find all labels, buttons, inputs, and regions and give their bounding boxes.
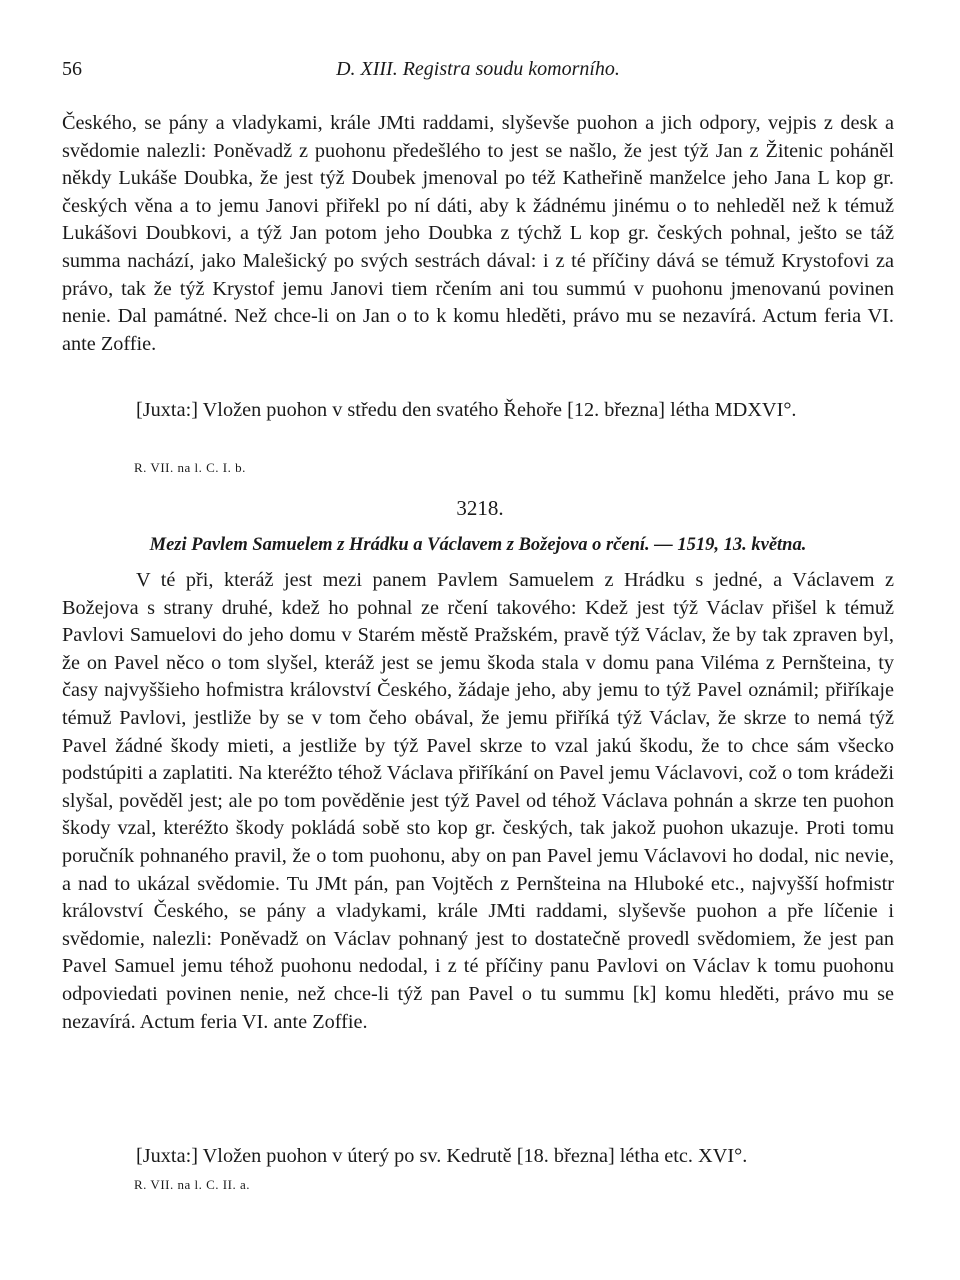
page-header	[62, 58, 894, 88]
archive-signature: R. VII. na l. C. I. b.	[134, 460, 246, 475]
entry-body	[62, 567, 894, 1036]
entry-paragraph: V té při, kteráž jest mezi panem Pavlem Samuelem z Hrádku s jedné, a Václavem z Božejova s strany druhé, kdež ho pohnal ze rčení takového: Kdež jest týž Václav přišel k témuž Pavlovi Samuelovi do jeho domu v Starém městě Pražském, pravě týž Václav, že by tak zpraven byl, že on Pavel něco o tom slyšel, kteráž jest se jemu škoda stala v domu pana Viléma z Pernšteina, ty časy najvyššieho hofmistra království Českého, žádaje jeho, aby jemu to týž Pavel oznámil; přiříkaje témuž Pavlovi, jestliže by se v tom čeho obával, že jemu přiříká týž Václav, že skrze to nemá týž Pavel žádné škody mieti, a jestliže by týž Pavel skrze to vzal jakú škodu, že to chce sám všecko podstúpiti a zaplatiti. Na kteréžto téhož Václava přiříkání on Pavel jemu Václavovi, což o tom krádeži slyšal, pověděl jest; ale po tom pověděnie jest týž Pavel od téhož Václava pohnán a skrze ten puohon škody vzal, kteréžto škody pokládá sobě sto kop gr. českých, tak jakož puohon ukazuje. Proti tomu poručník pohnaného pravil, že o tom puohonu, aby on pan Pavel jemu Václavovi ho dodal, nic nevie, a nad to ukázal svědomie. Tu JMt pán, pan Vojtěch z Pernšteina na Hluboké etc., najvyšší hofmistr království Českého, se pány a vladykami, krále JMti raddami, slyševše puohon a pře líčenie i svědomie, nalezli: Poněvadž on Václav pohnaný jest to dostatečně provedl svědomiem, že jest pan Pavel Samuel jemu téhož puohonu nedodal, i z té příčiny panu Pavlovi on Václav k tomu puohonu odpoviedati povinen nenie, než chce-li týž pan Pavel o tu summu [k] komu hleděti, právo mu se nezavírá. Actum feria VI. ante Zoffie.	[62, 569, 894, 1033]
page-number: 56	[62, 58, 82, 80]
entry-number: 3218.	[456, 496, 504, 520]
entry-juxta-text: [Juxta:] Vložen puohon v úterý po sv. Kedrutě [18. března] létha etc. XVI°.	[136, 1145, 748, 1167]
juxta-note	[62, 397, 894, 425]
entry-archive-signature: R. VII. na l. C. II. a.	[134, 1177, 250, 1192]
entry-title: Mezi Pavlem Samuelem z Hrádku a Václavem z Božejova o rčení. — 1519, 13. května.	[149, 535, 807, 555]
entry-juxta-note	[62, 1143, 894, 1171]
running-title: D. XIII. Registra soudu komorního.	[336, 58, 620, 80]
paragraph-text: Českého, se pány a vladykami, krále JMti raddami, slyševše puohon a jich odpory, vejpis z desk a svědomie nalezli: Poněvadž z puohonu předešlého to jest se našlo, že jest týž Jan z Žitenic poháněl někdy Lukáše Doubka, že jest týž Doubek jmenoval po též Katheřině manželce jeho Jana L kop gr. českých věna a to jemu Janovi přiřekl po ní dáti, aby k žádnému jinému o to nehleděl než k témuž Lukášovi Doubkovi, a týž Jan potom jeho Doubka z týchž L kop gr. českých pohnal, ješto se táž summa nachází, jako Malešický po svých sestrách dával: i z té příčiny dává se témuž Krystofovi za právo, tak že týž Krystof jemu Janovi tiem rčením ani tou summú v puohonu jmenovanú povinen nenie. Dal památné. Než chce-li on Jan o to k komu hleděti, právo mu se nezavírá. Actum feria VI. ante Zoffie.	[62, 112, 894, 355]
juxta-text: [Juxta:] Vložen puohon v středu den svatého Řehoře [12. března] létha MDXVI°.	[136, 399, 797, 421]
paragraph-continuation	[62, 110, 894, 358]
